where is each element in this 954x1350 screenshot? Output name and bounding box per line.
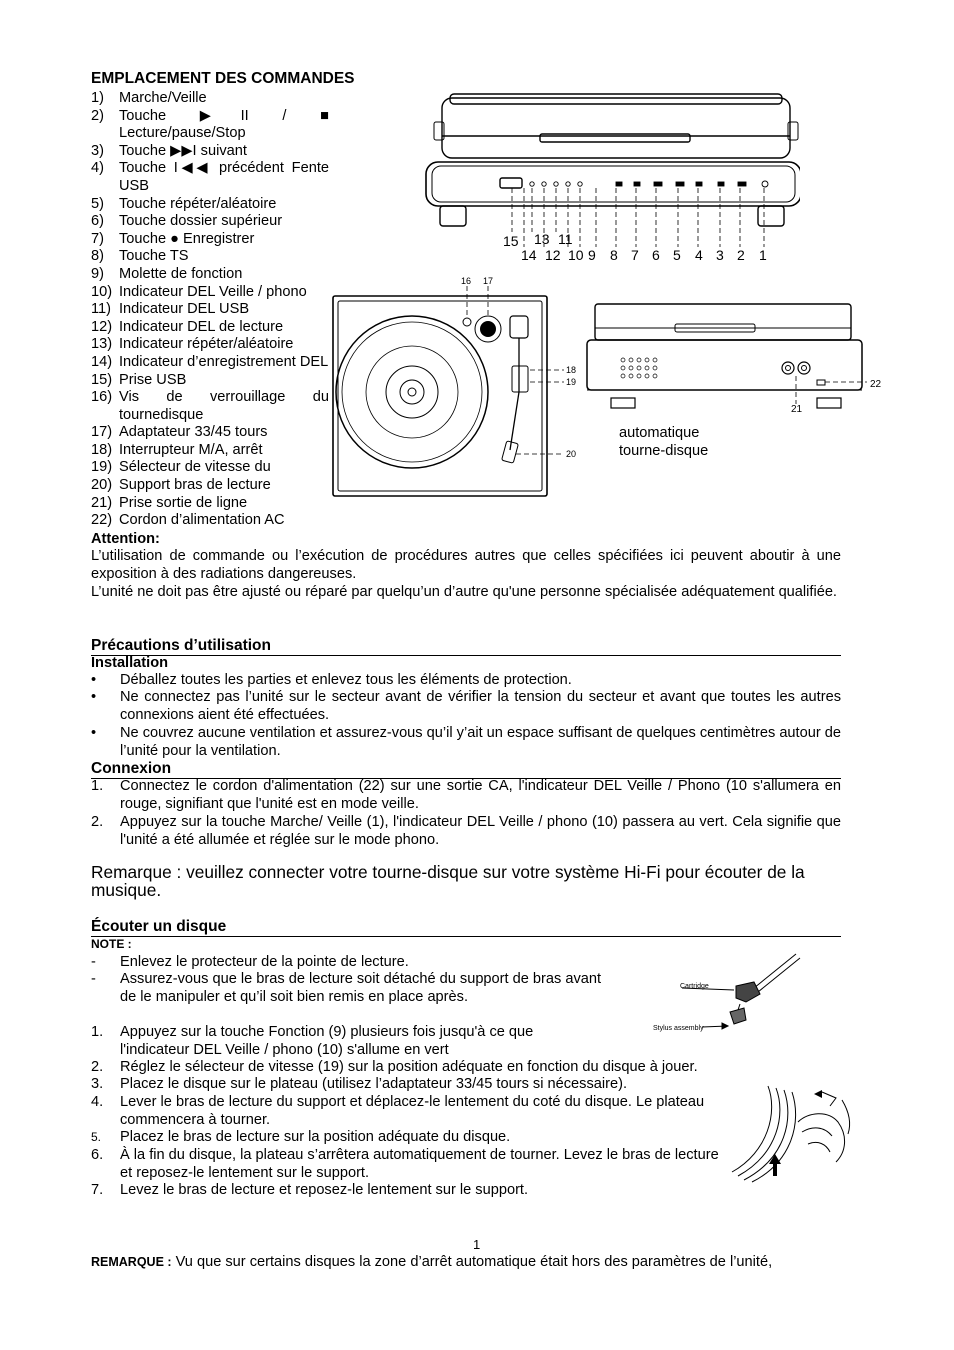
callout-17: 17 — [483, 276, 494, 286]
dash-item: - Enlevez le protecteur de la pointe de lecture. — [91, 954, 409, 970]
callout-15: 15 — [503, 233, 519, 249]
footer-remark-text: Vu que sur certains disques la zone d’arrêt automatique était hors des paramètres de l’unité, — [171, 1254, 773, 1270]
control-item-label: Touche I◀◀ précédent Fente USB — [119, 160, 329, 194]
control-item-label: Molette de fonction — [119, 265, 243, 282]
control-item-number: 9) — [91, 265, 104, 282]
controls-list — [91, 90, 329, 530]
control-item — [91, 108, 329, 143]
hifi-remark: Remarque : veuillez connecter votre tourne-disque sur votre système Hi-Fi pour écouter de la musique. — [91, 862, 805, 900]
cartridge-label: Cartridge — [680, 983, 709, 990]
control-item-label: Touche dossier supérieur — [119, 213, 283, 230]
control-item — [91, 354, 329, 372]
callout-22: 22 — [870, 379, 882, 390]
listening-step: 2. Réglez le sélecteur de vitesse (19) sur la position adéquate en fonction du disque à jouer. — [91, 1059, 698, 1075]
control-item — [91, 231, 329, 249]
control-item-number: 7) — [91, 230, 104, 247]
control-item-label: Prise sortie de ligne — [119, 494, 248, 511]
control-item-number: 12) — [91, 318, 113, 335]
control-item — [91, 319, 329, 337]
control-item-number: 6) — [91, 213, 104, 230]
listening-step: 1. Appuyez sur la touche Fonction (9) plusieurs fois jusqu'à ce que l'indicateur DEL Veille / phono (10) s'allume en vert — [91, 1024, 534, 1058]
callout-21: 21 — [791, 404, 803, 415]
control-item-label: Indicateur DEL de lecture — [119, 318, 284, 335]
control-item-number: 14) — [91, 353, 113, 370]
control-item — [91, 424, 329, 442]
callout-18: 18 — [566, 365, 577, 375]
listening-step: 7. Levez le bras de lecture et reposez-le lentement sur le support. — [91, 1182, 529, 1198]
control-item — [91, 284, 329, 302]
connexion-step: 1. Connectez le cordon d'alimentation (22) sur une sortie CA, l'indicateur DEL Veille / Phono (10 s'allumera en rouge, signifiant que l'unité est en mode veille. — [91, 778, 841, 812]
control-item-number: 18) — [91, 441, 113, 458]
callout-16: 16 — [461, 276, 472, 286]
control-item-label: Touche ▶II / ■ Lecture/pause/Stop — [119, 107, 329, 142]
control-item-label: Support bras de lecture — [119, 477, 271, 494]
control-item — [91, 301, 329, 319]
callout-7: 7 — [631, 247, 639, 263]
callout-1: 1 — [759, 247, 767, 263]
turntable-rear-diagram — [585, 298, 885, 418]
control-item — [91, 248, 329, 266]
callout-10: 10 — [568, 247, 584, 263]
control-item-label: Touche ▶▶I suivant — [119, 142, 247, 159]
control-item-label: Touche ● Enregistrer — [119, 230, 255, 247]
turntable-top-diagram — [330, 272, 590, 512]
control-item — [91, 512, 329, 530]
control-item — [91, 266, 329, 284]
callout-2: 2 — [737, 247, 745, 263]
control-item-number: 10) — [91, 283, 113, 300]
control-item-label: Adaptateur 33/45 tours — [119, 424, 268, 441]
control-item-label: Vis de verrouillage du tournedisque — [119, 389, 329, 423]
control-item — [91, 160, 329, 195]
callout-3: 3 — [716, 247, 724, 263]
footer-remark — [91, 1254, 772, 1270]
attention-title: Attention: — [91, 531, 160, 547]
precautions-title: Précautions d’utilisation — [91, 637, 841, 656]
note-label: NOTE : — [91, 937, 132, 951]
control-item-number: 21) — [91, 494, 113, 511]
callout-14: 14 — [521, 247, 537, 263]
control-item — [91, 213, 329, 231]
control-item-number: 4) — [91, 160, 104, 177]
control-item-number: 8) — [91, 248, 104, 265]
stylus-assembly-label: Stylus assembly — [653, 1025, 704, 1032]
continuation-line-1: automatique — [619, 425, 700, 441]
control-item — [91, 336, 329, 354]
control-item-number: 17) — [91, 424, 113, 441]
control-item-number: 1) — [91, 90, 104, 106]
control-item-label: Cordon d’alimentation AC — [119, 512, 285, 529]
dash-item: - Assurez-vous que le bras de lecture soit détaché du support de bras avant de le manipuler et qu’il soit bien remis en place après. — [91, 971, 602, 1005]
listening-title: Écouter un disque — [91, 918, 841, 937]
listening-step: 6. À la fin du disque, la plateau s’arrêtera automatiquement de tourner. Levez le bras de lecture et reposez-le lentement sur le support. — [91, 1147, 719, 1181]
control-item — [91, 389, 329, 424]
installation-title: Installation — [91, 655, 169, 671]
control-item — [91, 196, 329, 214]
bullet-item: • Déballez toutes les parties et enlevez tous les éléments de protection. — [91, 672, 572, 688]
control-item-label: Touche TS — [119, 248, 189, 265]
turntable-front-diagram — [420, 92, 800, 267]
control-item-label: Touche répéter/aléatoire — [119, 195, 277, 212]
callout-11: 11 — [558, 231, 573, 247]
control-item-number: 22) — [91, 512, 113, 529]
control-item — [91, 442, 329, 460]
connexion-step: 2. Appuyez sur la touche Marche/ Veille (1), l'indicateur DEL Veille / phono (10) passera au vert. Cela signifie que l'unité a été allumée et réglée sur le mode phono. — [91, 814, 841, 848]
control-item-label: Indicateur DEL Veille / phono — [119, 283, 307, 300]
control-item — [91, 372, 329, 390]
callout-19: 19 — [566, 377, 577, 387]
callout-6: 6 — [652, 247, 660, 263]
control-item-number: 11) — [91, 301, 112, 318]
listening-step: 3. Placez le disque sur le plateau (utilisez l’adaptateur 33/45 tours si nécessaire). — [91, 1076, 628, 1092]
control-item-number: 5) — [91, 195, 104, 212]
callout-4: 4 — [695, 247, 703, 263]
continuation-line-2: tourne-disque — [619, 443, 709, 459]
control-item — [91, 90, 329, 108]
cartridge-illustration — [650, 950, 810, 1040]
page-number: 1 — [473, 1237, 481, 1252]
control-item-number: 16) — [91, 389, 113, 406]
controls-title: EMPLACEMENT DES COMMANDES — [91, 70, 355, 87]
attention-paragraph-2: L’unité ne doit pas être ajusté ou réparé par quelqu’un d’autre qu'une personne spécialisée adéquatement qualifiée. — [91, 584, 837, 600]
control-item — [91, 495, 329, 513]
callout-5: 5 — [673, 247, 681, 263]
control-item-number: 20) — [91, 477, 113, 494]
control-item-number: 15) — [91, 371, 113, 388]
control-item-number: 19) — [91, 459, 113, 476]
callout-20: 20 — [566, 449, 577, 459]
control-item-label: Indicateur DEL USB — [119, 301, 250, 318]
listening-step: 4. Lever le bras de lecture du support et déplacez-le lentement du coté du disque. Le plateau commencera à tourner. — [91, 1094, 705, 1128]
callout-13: 13 — [534, 231, 550, 247]
control-item-label: Interrupteur M/A, arrêt — [119, 441, 263, 458]
bullet-item: • Ne couvrez aucune ventilation et assurez-vous qu’il y’ait un espace suffisant de quelques centimètres autour de l’unité pour la ventilation. — [91, 725, 841, 759]
control-item-label: Prise USB — [119, 371, 187, 388]
control-item-number: 2) — [91, 107, 104, 124]
control-item-label: Indicateur d’enregistrement DEL — [119, 353, 329, 370]
callout-9: 9 — [588, 247, 596, 263]
control-item-number: 13) — [91, 336, 113, 353]
footer-remark-label: REMARQUE : — [91, 1255, 172, 1269]
callout-12: 12 — [545, 247, 561, 263]
callout-8: 8 — [610, 247, 618, 263]
control-item-number: 3) — [91, 142, 104, 159]
control-item-label: Marche/Veille — [119, 90, 207, 106]
bullet-item: • Ne connectez pas l’unité sur le secteur avant de vérifier la tension du secteur et avant que toutes les autres connexions aient été effectuées. — [91, 689, 841, 723]
control-item-label: Sélecteur de vitesse du — [119, 459, 271, 476]
hand-tonearm-illustration — [728, 1082, 858, 1186]
listening-step: 5. Placez le bras de lecture sur la position adéquate du disque. — [91, 1129, 511, 1145]
control-item — [91, 143, 329, 161]
attention-paragraph-1: L’utilisation de commande ou l’exécution de procédures autres que celles spécifiées ici peuvent aboutir à une exposition à des radiations dangereuses. — [91, 548, 841, 582]
control-item-label: Indicateur répéter/aléatoire — [119, 336, 294, 353]
control-item — [91, 459, 329, 477]
control-item — [91, 477, 329, 495]
connexion-title: Connexion — [91, 760, 841, 779]
